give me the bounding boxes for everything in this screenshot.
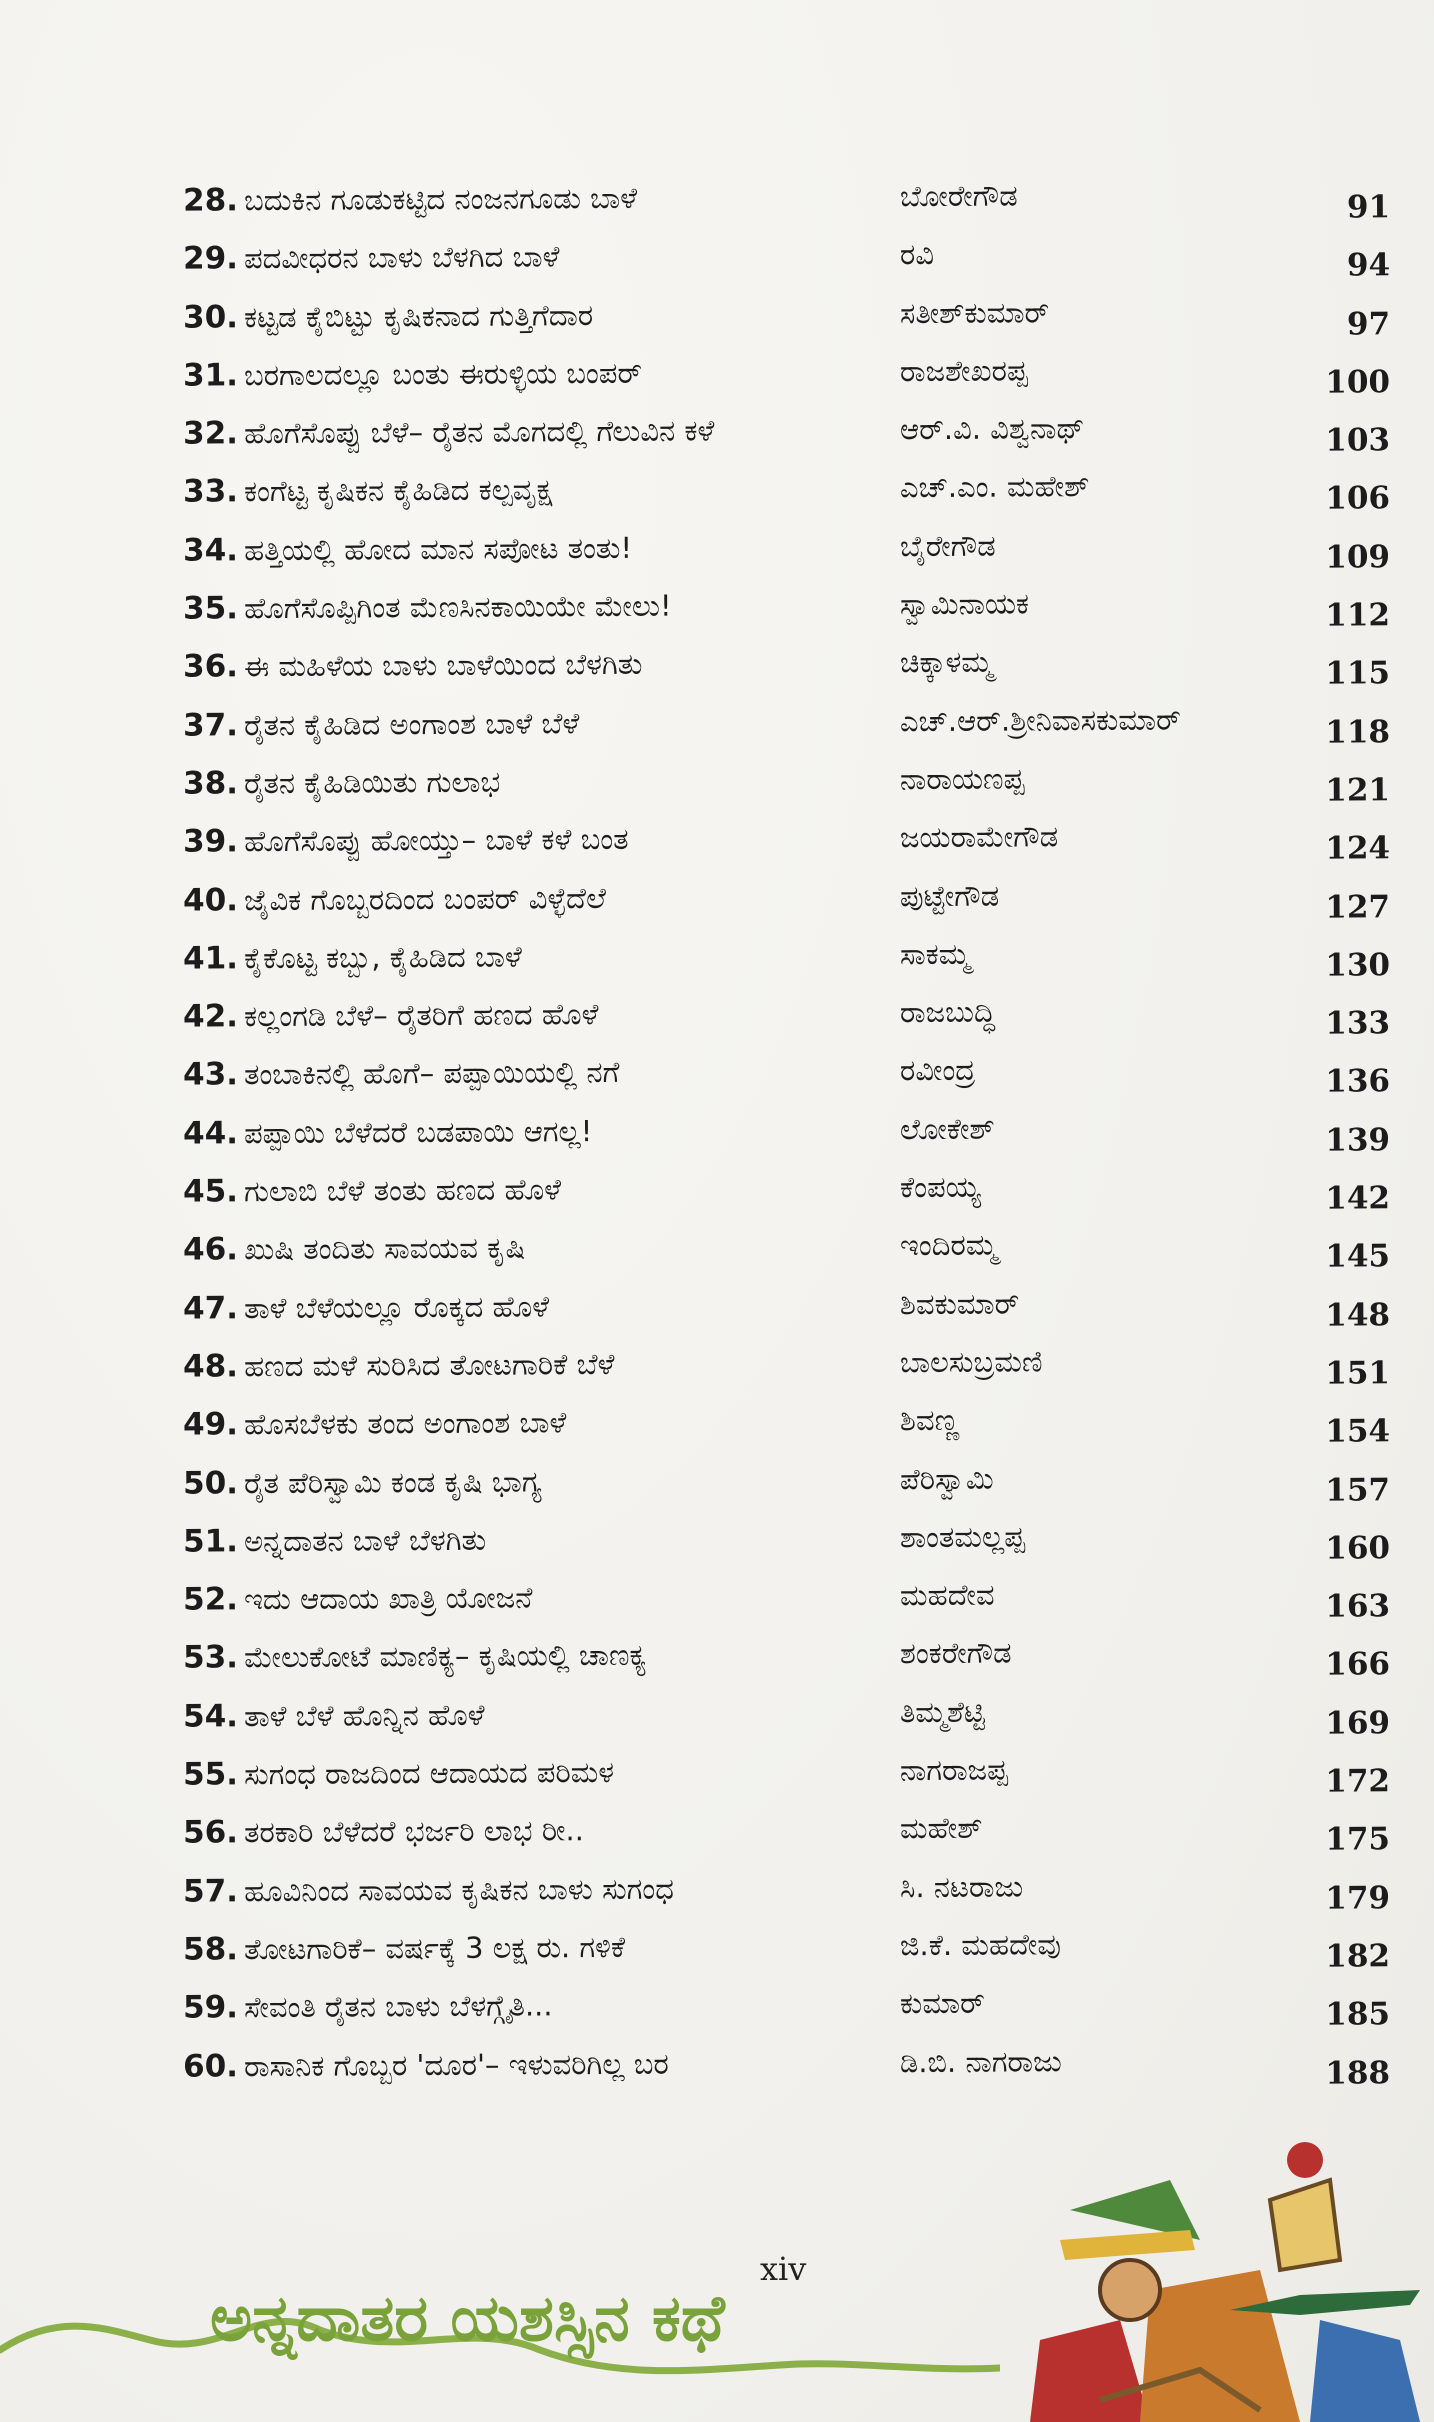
toc-entry-title: ಹತ್ತಿಯಲ್ಲಿ ಹೋದ ಮಾನ ಸಪೋಟ ತಂತು! [243, 530, 633, 567]
toc-entry[interactable] [150, 805, 1390, 871]
toc-entry-author: ಸತೀಶ್‌ಕುಮಾರ್ [899, 294, 1050, 330]
toc-entry[interactable] [150, 1680, 1390, 1746]
toc-entry-page: 121 [1325, 772, 1391, 809]
toc-entry-author: ಚಿಕ್ಕಾಳಮ್ಮ [899, 645, 993, 680]
toc-entry-page: 130 [1325, 947, 1391, 984]
toc-entry-author: ರಾಜಬುದ್ಧಿ [899, 994, 996, 1030]
toc-entry-number: 53. [182, 1639, 239, 1677]
toc-entry-title: ಬರಗಾಲದಲ್ಲೂ ಬಂತು ಈರುಳ್ಳಿಯ ಬಂಪರ್ [243, 355, 643, 393]
table-of-contents [150, 168, 1390, 2092]
toc-entry-author: ಶಿವಣ್ಣ [899, 1403, 960, 1438]
toc-entry-number: 45. [182, 1173, 239, 1210]
toc-entry-title: ತರಕಾರಿ ಬೆಳೆದರೆ ಭರ್ಜರಿ ಲಾಭ ರೀ.. [243, 1813, 584, 1850]
toc-entry-page: 133 [1325, 1005, 1391, 1042]
farmers-illustration [1000, 2140, 1434, 2422]
toc-entry[interactable] [150, 689, 1390, 755]
toc-entry-number: 46. [182, 1231, 239, 1268]
toc-entry-title: ಬದುಕಿನ ಗೂಡುಕಟ್ಟಿದ ನಂಜನಗೂಡು ಬಾಳೆ [243, 180, 638, 218]
toc-entry-number: 42. [182, 998, 239, 1035]
toc-entry-page: 106 [1325, 480, 1391, 518]
toc-entry-title: ಹೂವಿನಿಂದ ಸಾವಯವ ಕೃಷಿಕನ ಬಾಳು ಸುಗಂಧ [243, 1871, 675, 1908]
toc-entry-number: 52. [182, 1581, 239, 1618]
toc-entry-author: ಶಂಕರೇಗೌಡ [899, 1635, 1012, 1671]
toc-entry-author: ಆರ್.ವಿ. ವಿಶ್ವನಾಥ್ [899, 411, 1085, 447]
toc-entry-author: ರವಿ [899, 237, 935, 272]
toc-entry-number: 51. [182, 1523, 239, 1560]
toc-entry-page: 154 [1325, 1413, 1391, 1450]
toc-entry-title: ತಾಳೆ ಬೆಳೆ ಹೊನ್ನಿನ ಹೊಳೆ [243, 1697, 485, 1733]
toc-entry[interactable] [150, 1505, 1390, 1571]
toc-entry[interactable] [150, 1797, 1390, 1863]
toc-entry[interactable] [150, 864, 1390, 930]
toc-entry[interactable] [150, 281, 1390, 347]
toc-entry-number: 44. [182, 1115, 239, 1152]
toc-entry[interactable] [150, 397, 1390, 463]
toc-entry[interactable] [150, 1272, 1390, 1338]
toc-entry-author: ಮಹೇಶ್ [899, 1811, 983, 1846]
toc-entry-author: ಡಿ.ಬಿ. ನಾಗರಾಜು [899, 2043, 1062, 2079]
toc-entry-author: ಕುಮಾರ್ [899, 1985, 985, 2021]
toc-entry-title: ಗುಲಾಬಿ ಬೆಳೆ ತಂತು ಹಣದ ಹೊಳೆ [243, 1172, 562, 1209]
toc-entry-author: ನಾಗರಾಜಪ್ಪ [899, 1752, 1009, 1788]
toc-entry-number: 33. [182, 473, 239, 511]
toc-entry-title: ರೈತನ ಕೈಹಿಡಿದ ಅಂಗಾಂಶ ಬಾಳೆ ಬೆಳೆ [243, 705, 580, 742]
toc-entry[interactable] [150, 223, 1390, 289]
toc-entry-author: ಸಿ. ನಟರಾಜು [899, 1869, 1024, 1904]
toc-entry-number: 47. [182, 1289, 239, 1327]
toc-entry-title: ಖುಷಿ ತಂದಿತು ಸಾವಯವ ಕೃಷಿ [243, 1230, 526, 1267]
toc-entry-page: 109 [1325, 538, 1391, 576]
toc-entry-title: ಈ ಮಹಿಳೆಯ ಬಾಳು ಬಾಳೆಯಿಂದ ಬೆಳಗಿತು [243, 647, 643, 684]
toc-entry-page: 118 [1325, 713, 1391, 751]
toc-entry-page: 185 [1325, 1996, 1391, 2033]
toc-entry[interactable] [150, 164, 1390, 230]
toc-entry-title: ಹಣದ ಮಳೆ ಸುರಿಸಿದ ತೋಟಗಾರಿಕೆ ಬೆಳೆ [243, 1346, 615, 1384]
toc-entry-number: 30. [182, 298, 239, 336]
toc-entry-author: ಮಹದೇವ [899, 1577, 995, 1613]
toc-entry[interactable] [150, 747, 1390, 813]
logo-text: ಅನ್ನದಾತರ ಯಶಸ್ಸಿನ ಕಥೆ [210, 2282, 725, 2356]
toc-entry-number: 35. [182, 590, 239, 627]
toc-entry-title: ಕಲ್ಲಂಗಡಿ ಬೆಳೆ– ರೈತರಿಗೆ ಹಣದ ಹೊಳೆ [243, 997, 599, 1034]
toc-entry[interactable] [150, 1563, 1390, 1629]
toc-entry-number: 57. [182, 1872, 239, 1910]
toc-entry-page: 182 [1325, 1938, 1391, 1975]
toc-entry-author: ಬೈರೇಗೌಡ [899, 528, 996, 563]
toc-entry-author: ಲೋಕೇಶ್ [899, 1111, 995, 1146]
toc-entry-title: ಅನ್ನದಾತನ ಬಾಳೆ ಬೆಳಗಿತು [243, 1522, 487, 1559]
toc-entry-author: ಸಾಕಮ್ಮ [899, 936, 971, 972]
toc-entry[interactable] [150, 1214, 1390, 1280]
toc-entry-number: 55. [182, 1756, 239, 1793]
toc-entry[interactable] [150, 631, 1390, 697]
toc-entry-author: ಶಾಂತಮಲ್ಲಪ್ಪ [899, 1519, 1026, 1555]
toc-entry[interactable] [150, 1155, 1390, 1221]
toc-entry-title: ತೋಟಗಾರಿಕೆ– ವರ್ಷಕ್ಕೆ 3 ಲಕ್ಷ ರು. ಗಳಿಕೆ [243, 1929, 626, 1967]
toc-entry-page: 148 [1325, 1296, 1391, 1334]
toc-entry-page: 127 [1325, 888, 1391, 926]
toc-entry-number: 54. [182, 1697, 239, 1735]
toc-entry-title: ಹೊಗೆಸೊಪ್ಪು ಬೆಳೆ– ರೈತನ ಮೊಗದಲ್ಲಿ ಗೆಲುವಿನ ಕಳೆ [243, 413, 715, 451]
toc-entry-title: ರೈತನ ಕೈಹಿಡಿಯಿತು ಗುಲಾಭ [243, 764, 501, 801]
toc-entry[interactable] [150, 514, 1390, 580]
toc-entry-author: ಕೆಂಪಯ್ಯ [899, 1169, 981, 1205]
toc-entry-number: 31. [182, 357, 239, 394]
toc-entry[interactable] [150, 1388, 1390, 1454]
toc-entry-page: 97 [1346, 305, 1391, 343]
toc-entry-title: ಹೊಗೆಸೊಪ್ಪಿಗಿಂತ ಮೆಣಸಿನಕಾಯಿಯೇ ಮೇಲು! [243, 588, 672, 626]
toc-entry-author: ಶಿವಕುಮಾರ್ [899, 1286, 1020, 1321]
toc-entry-number: 29. [182, 240, 239, 277]
toc-entry-page: 100 [1325, 364, 1391, 401]
toc-entry[interactable] [150, 1913, 1390, 1979]
toc-entry-page: 91 [1346, 189, 1391, 226]
toc-entry-title: ಸೇವಂತಿ ರೈತನ ಬಾಳು ಬೆಳಗ್ಗೈತಿ... [243, 1988, 553, 2025]
toc-entry-title: ತಂಬಾಕಿನಲ್ಲಿ ಹೊಗೆ– ಪಪ್ಪಾಯಿಯಲ್ಲಿ ನಗೆ [243, 1055, 620, 1092]
toc-entry-number: 41. [182, 940, 239, 977]
toc-entry-page: 145 [1325, 1238, 1391, 1275]
toc-entry-author: ರವೀಂದ್ರ [899, 1053, 976, 1088]
toc-entry-author: ಬಾಲಸುಬ್ರಮಣಿ [899, 1344, 1043, 1380]
toc-entry-page: 166 [1325, 1646, 1391, 1684]
toc-entry[interactable] [150, 1622, 1390, 1688]
toc-entry-author: ಪುಟ್ಟೇಗೌಡ [899, 878, 1000, 913]
toc-entry-number: 60. [182, 2047, 239, 2085]
toc-entry-number: 43. [182, 1056, 239, 1094]
toc-entry-title: ಪಪ್ಪಾಯಿ ಬೆಳೆದರೆ ಬಡಪಾಯಿ ಆಗಲ್ಲ! [243, 1113, 593, 1150]
toc-entry-author: ರಾಜಶೇಖರಪ್ಪ [899, 353, 1028, 389]
toc-entry-number: 49. [182, 1406, 239, 1443]
toc-entry-page: 179 [1325, 1879, 1391, 1917]
toc-entry-number: 50. [182, 1464, 239, 1502]
toc-entry-title: ತಾಳೆ ಬೆಳೆಯಲ್ಲೂ ರೊಕ್ಕದ ಹೊಳೆ [243, 1288, 550, 1325]
toc-entry-author: ಇಂದಿರಮ್ಮ [899, 1227, 998, 1263]
toc-entry-number: 28. [182, 182, 239, 219]
toc-entry-number: 38. [182, 765, 239, 802]
toc-entry-page: 163 [1325, 1588, 1391, 1625]
toc-entry-title: ಹೊಗೆಸೊಪ್ಪು ಹೋಯ್ತು– ಬಾಳೆ ಕಳೆ ಬಂತ [243, 822, 629, 859]
toc-entry-number: 37. [182, 706, 239, 744]
toc-entry-number: 36. [182, 648, 239, 685]
toc-entry[interactable] [150, 1447, 1390, 1513]
toc-entry-page: 139 [1325, 1121, 1391, 1159]
toc-entry-author: ಸ್ವಾಮಿನಾಯಕ [899, 586, 1030, 622]
toc-entry-title: ಸುಗಂಧ ರಾಜದಿಂದ ಆದಾಯದ ಪರಿಮಳ [243, 1754, 615, 1792]
toc-entry-title: ಕಂಗೆಟ್ಟ ಕೃಷಿಕನ ಕೈಹಿಡಿದ ಕಲ್ಪವೃಕ್ಷ [243, 472, 553, 509]
book-title-logo [0, 2200, 1000, 2422]
toc-entry[interactable] [150, 1097, 1390, 1163]
toc-entry[interactable] [150, 1855, 1390, 1921]
toc-entry-page: 188 [1325, 2054, 1391, 2092]
toc-entry-author: ತಿಮ್ಮಶೆಟ್ಟಿ [899, 1694, 986, 1729]
toc-entry[interactable] [150, 572, 1390, 638]
toc-entry-page: 124 [1325, 830, 1391, 867]
toc-entry[interactable] [150, 339, 1390, 405]
toc-entry-number: 32. [182, 415, 239, 452]
toc-entry-author: ಜಿ.ಕೆ. ಮಹದೇವು [899, 1927, 1062, 1963]
toc-entry-number: 58. [182, 1931, 239, 1968]
toc-entry-number: 39. [182, 823, 239, 860]
toc-entry-title: ಇದು ಆದಾಯ ಖಾತ್ರಿ ಯೋಜನೆ [243, 1580, 533, 1617]
toc-entry-author: ಎಚ್.ಎಂ. ಮಹೇಶ್ [899, 469, 1090, 505]
toc-entry-page: 157 [1325, 1471, 1391, 1509]
toc-entry-author: ಜಯರಾಮೇಗೌಡ [899, 819, 1059, 855]
toc-entry-author: ಬೋರೇಗೌಡ [899, 178, 1018, 214]
toc-entry-author: ಪೆರಿಸ್ವಾಮಿ [899, 1461, 994, 1496]
toc-entry-number: 48. [182, 1348, 239, 1385]
toc-entry-author: ನಾರಾಯಣಪ್ಪ [899, 761, 1025, 797]
toc-entry-page: 103 [1325, 422, 1391, 459]
toc-entry-number: 34. [182, 532, 239, 569]
toc-entry-number: 59. [182, 1989, 239, 2026]
toc-entry[interactable] [150, 2030, 1390, 2096]
toc-entry[interactable] [150, 1971, 1390, 2037]
toc-entry-title: ಪದವೀಧರನ ಬಾಳು ಬೆಳಗಿದ ಬಾಳೆ [243, 239, 560, 276]
toc-entry-page: 172 [1325, 1763, 1391, 1800]
toc-entry-number: 40. [182, 881, 239, 919]
toc-entry[interactable] [150, 980, 1390, 1046]
toc-entry[interactable] [150, 1039, 1390, 1105]
toc-entry[interactable] [150, 1330, 1390, 1396]
toc-entry[interactable] [150, 456, 1390, 522]
toc-entry-title: ಜೈವಿಕ ಗೊಬ್ಬರದಿಂದ ಬಂಪರ್ ವಿಳ್ಳೆದೆಲೆ [243, 880, 607, 917]
toc-entry-title: ಮೇಲುಕೋಟೆ ಮಾಣಿಕ್ಯ– ಕೃಷಿಯಲ್ಲಿ ಚಾಣಕ್ಯ [243, 1638, 647, 1675]
toc-entry-page: 160 [1325, 1530, 1391, 1567]
toc-entry-number: 56. [182, 1814, 239, 1851]
toc-entry-page: 169 [1325, 1704, 1391, 1742]
toc-entry-author: ಎಚ್.ಆರ್.ಶ್ರೀನಿವಾಸಕುಮಾರ್ [899, 702, 1181, 738]
toc-entry[interactable] [150, 1738, 1390, 1804]
toc-entry-page: 115 [1325, 655, 1391, 692]
toc-entry-page: 142 [1325, 1180, 1391, 1217]
toc-entry-page: 151 [1325, 1355, 1391, 1392]
toc-entry-title: ಕೈಕೊಟ್ಟ ಕಬ್ಬು, ಕೈಹಿಡಿದ ಬಾಳೆ [243, 939, 522, 976]
toc-entry-page: 175 [1325, 1821, 1391, 1858]
toc-entry-title: ಕಟ್ಟಡ ಕೈಬಿಟ್ಟು ಕೃಷಿಕನಾದ ಗುತ್ತಿಗೆದಾರ [243, 297, 594, 334]
toc-entry-title: ಹೊಸಬೆಳಕು ತಂದ ಅಂಗಾಂಶ ಬಾಳೆ [243, 1405, 567, 1442]
toc-entry-title: ರೈತ ಪೆರಿಸ್ವಾಮಿ ಕಂಡ ಕೃಷಿ ಭಾಗ್ಯ [243, 1463, 542, 1500]
page-folio: xiv [760, 2250, 807, 2288]
toc-entry[interactable] [150, 922, 1390, 988]
toc-entry-page: 94 [1346, 247, 1391, 284]
toc-entry-title: ರಾಸಾನಿಕ ಗೊಬ್ಬರ 'ದೂರ'– ಇಳುವರಿಗಿಲ್ಲ ಬರ [243, 2046, 669, 2083]
toc-entry-page: 136 [1325, 1063, 1391, 1101]
toc-entry-page: 112 [1325, 597, 1391, 634]
